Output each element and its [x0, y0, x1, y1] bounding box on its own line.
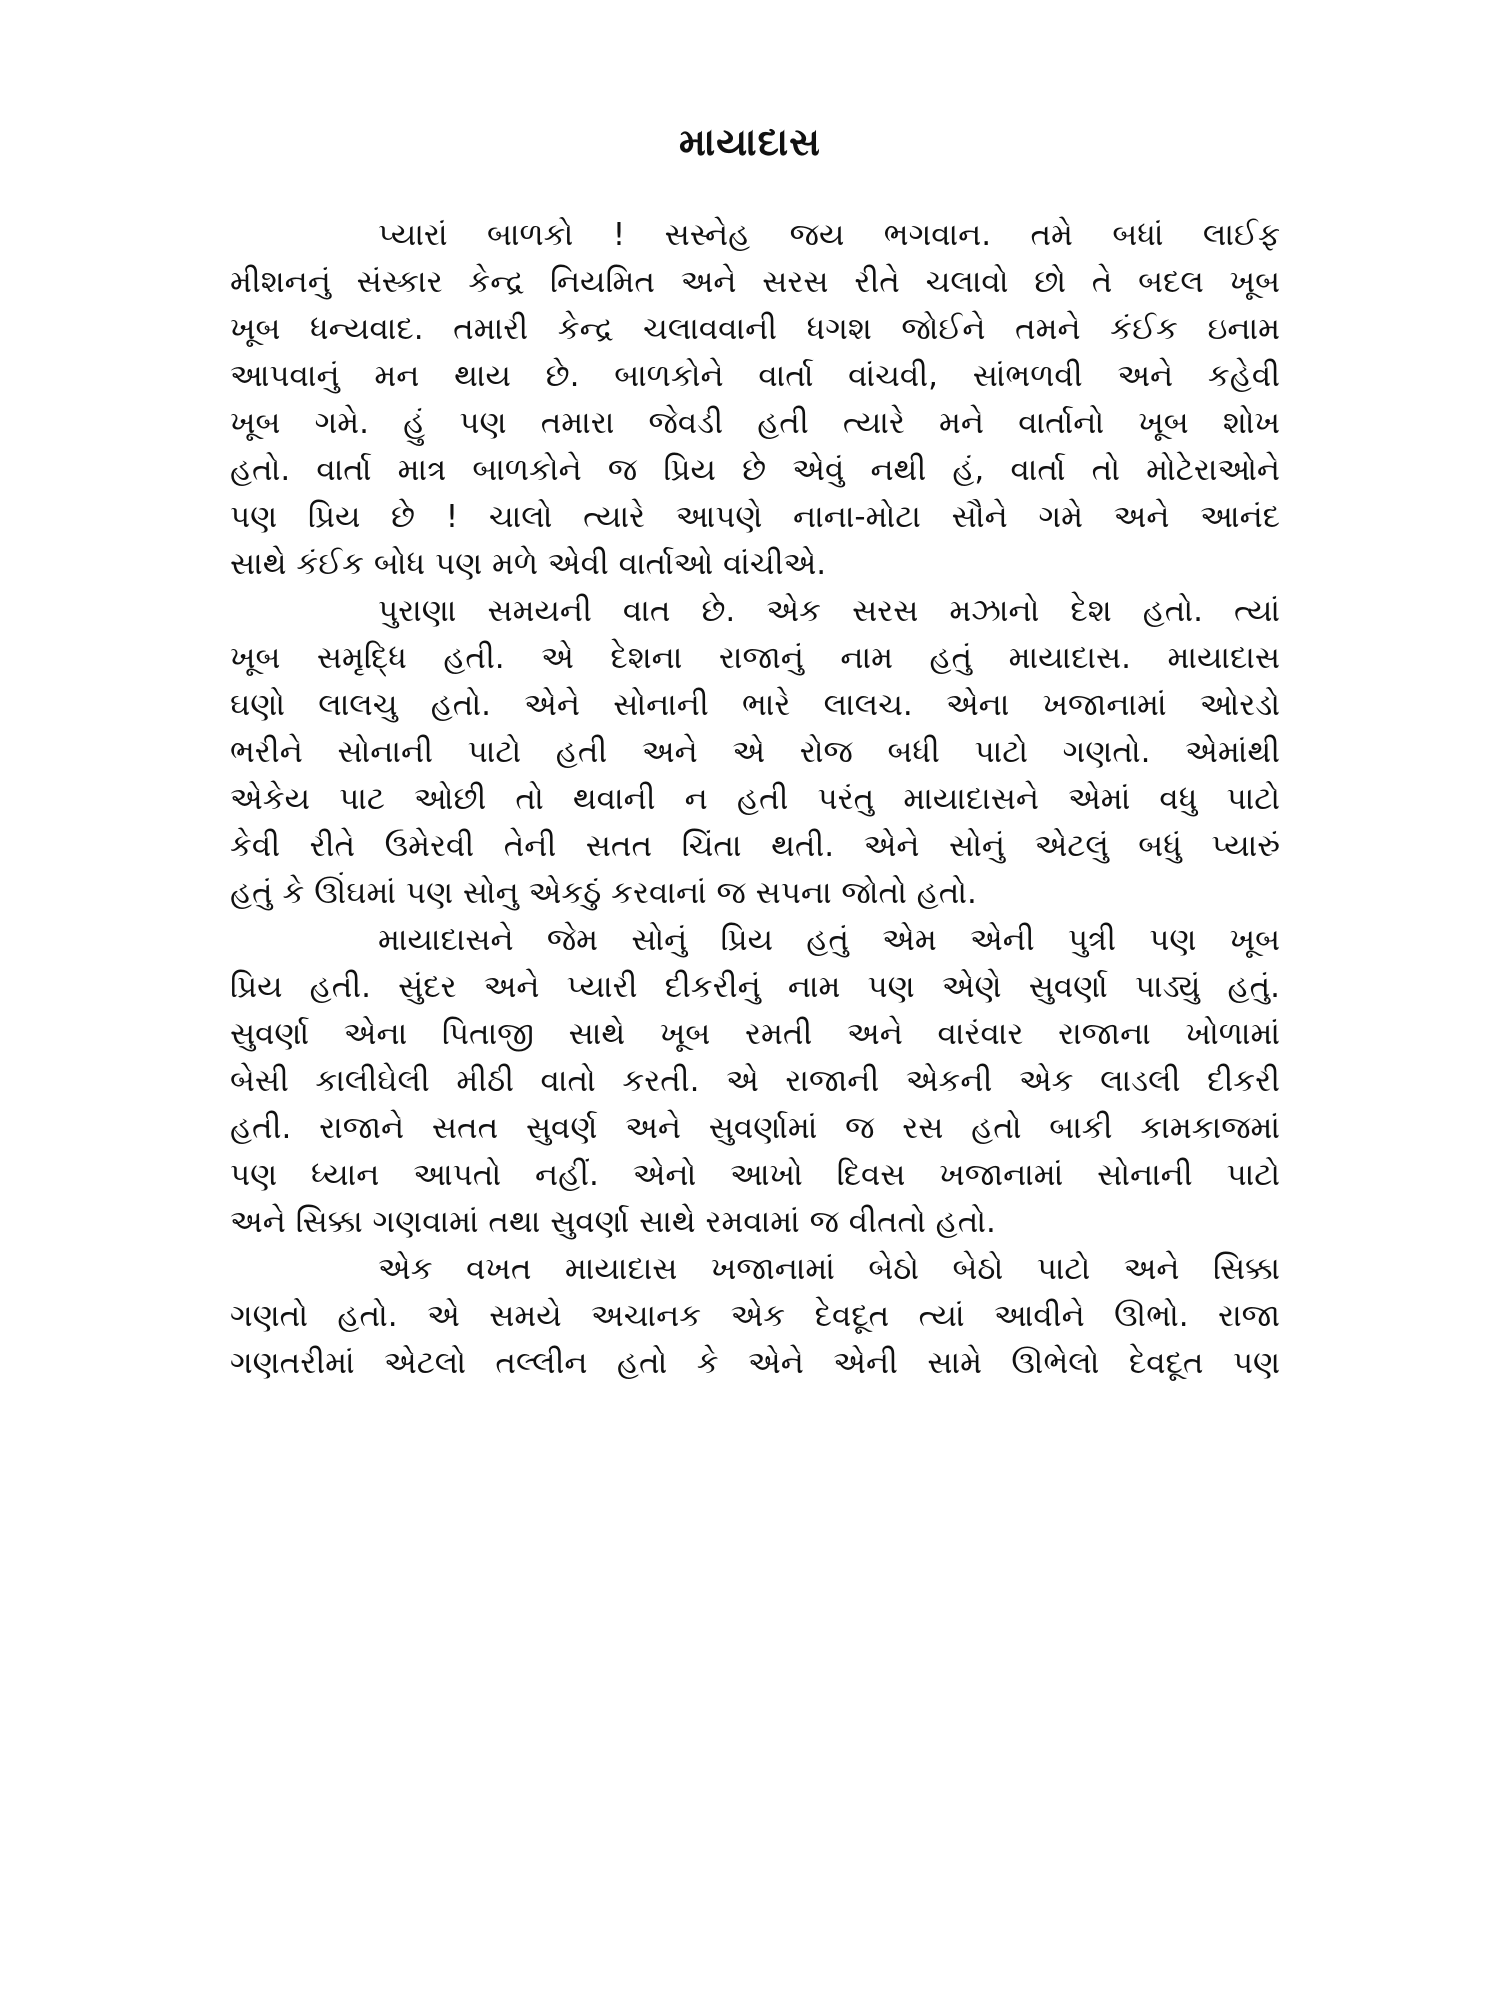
paragraph-line: કેવી રીતે ઉમેરવી તેની સતત ચિંતા થતી. એને સોનું એટલું બધું પ્યારું [230, 828, 1280, 864]
paragraph-line: એકેય પાટ ઓછી તો થવાની ન હતી પરંતુ માયાદાસને એમાં વધુ પાટો [230, 781, 1280, 817]
paragraph-line: ખૂબ ધન્યવાદ. તમારી કેન્દ્ર ચલાવવાની ધગશ જોઈને તમને કંઈક ઇનામ [230, 311, 1280, 347]
paragraph-line: પણ ધ્યાન આપતો નહીં. એનો આખો દિવસ ખજાનામાં સોનાની પાટો [230, 1157, 1280, 1193]
paragraph-line: પણ પ્રિય છે ! ચાલો ત્યારે આપણે નાના-મોટા સૌને ગમે અને આનંદ [230, 499, 1280, 535]
paragraph-line: પ્યારાં બાળકો ! સસ્નેહ જય ભગવાન. તમે બધાં લાઈફ [378, 217, 1280, 253]
paragraph-line: આપવાનું મન થાય છે. બાળકોને વાર્તા વાંચવી, સાંભળવી અને કહેવી [230, 358, 1280, 394]
paragraph-line: ઘણો લાલચુ હતો. એને સોનાની ભારે લાલચ. એના ખજાનામાં ઓરડો [230, 687, 1280, 723]
paragraph-line: માયાદાસને જેમ સોનું પ્રિય હતું એમ એની પુત્રી પણ ખૂબ [378, 922, 1280, 958]
paragraph-line: ભરીને સોનાની પાટો હતી અને એ રોજ બધી પાટો ગણતો. એમાંથી [230, 734, 1280, 770]
paragraph-line: પુરાણા સમયની વાત છે. એક સરસ મઝાનો દેશ હતો. ત્યાં [378, 593, 1280, 629]
paragraph-line: ગણતો હતો. એ સમયે અચાનક એક દેવદૂત ત્યાં આવીને ઊભો. રાજા [230, 1298, 1280, 1334]
paragraph-line: સુવર્ણા એના પિતાજી સાથે ખૂબ રમતી અને વારંવાર રાજાના ખોળામાં [230, 1016, 1280, 1052]
paragraph-line: અને સિક્કા ગણવામાં તથા સુવર્ણા સાથે રમવામાં જ વીતતો હતો. [230, 1204, 996, 1240]
paragraph-line: ખૂબ સમૃદ્ધિ હતી. એ દેશના રાજાનું નામ હતું માયાદાસ. માયાદાસ [230, 640, 1280, 676]
paragraph-line: મીશનનું સંસ્કાર કેન્દ્ર નિયમિત અને સરસ રીતે ચલાવો છો તે બદલ ખૂબ [230, 264, 1280, 300]
paragraph-line: ગણતરીમાં એટલો તલ્લીન હતો કે એને એની સામે ઊભેલો દેવદૂત પણ [230, 1345, 1280, 1381]
paragraph-line: એક વખત માયાદાસ ખજાનામાં બેઠો બેઠો પાટો અને સિક્કા [378, 1251, 1280, 1287]
paragraph-line: પ્રિય હતી. સુંદર અને પ્યારી દીકરીનું નામ પણ એણે સુવર્ણા પાડ્યું હતું. [230, 969, 1280, 1005]
body-text [230, 212, 1280, 1387]
page-title: માયાદાસ [679, 120, 821, 164]
paragraph-line: ખૂબ ગમે. હું પણ તમારા જેવડી હતી ત્યારે મને વાર્તાનો ખૂબ શોખ [230, 405, 1280, 441]
paragraph-line: સાથે કંઈક બોધ પણ મળે એવી વાર્તાઓ વાંચીએ. [230, 546, 827, 582]
paragraph-line: બેસી કાલીઘેલી મીઠી વાતો કરતી. એ રાજાની એકની એક લાડલી દીકરી [230, 1063, 1280, 1099]
paragraph-line: હતી. રાજાને સતત સુવર્ણ અને સુવર્ણામાં જ રસ હતો બાકી કામકાજમાં [230, 1110, 1280, 1146]
paragraph-line: હતો. વાર્તા માત્ર બાળકોને જ પ્રિય છે એવું નથી હં, વાર્તા તો મોટેરાઓને [230, 452, 1280, 488]
paragraph-line: હતું કે ઊંઘમાં પણ સોનુ એકઠું કરવાનાં જ સપના જોતો હતો. [230, 875, 977, 911]
